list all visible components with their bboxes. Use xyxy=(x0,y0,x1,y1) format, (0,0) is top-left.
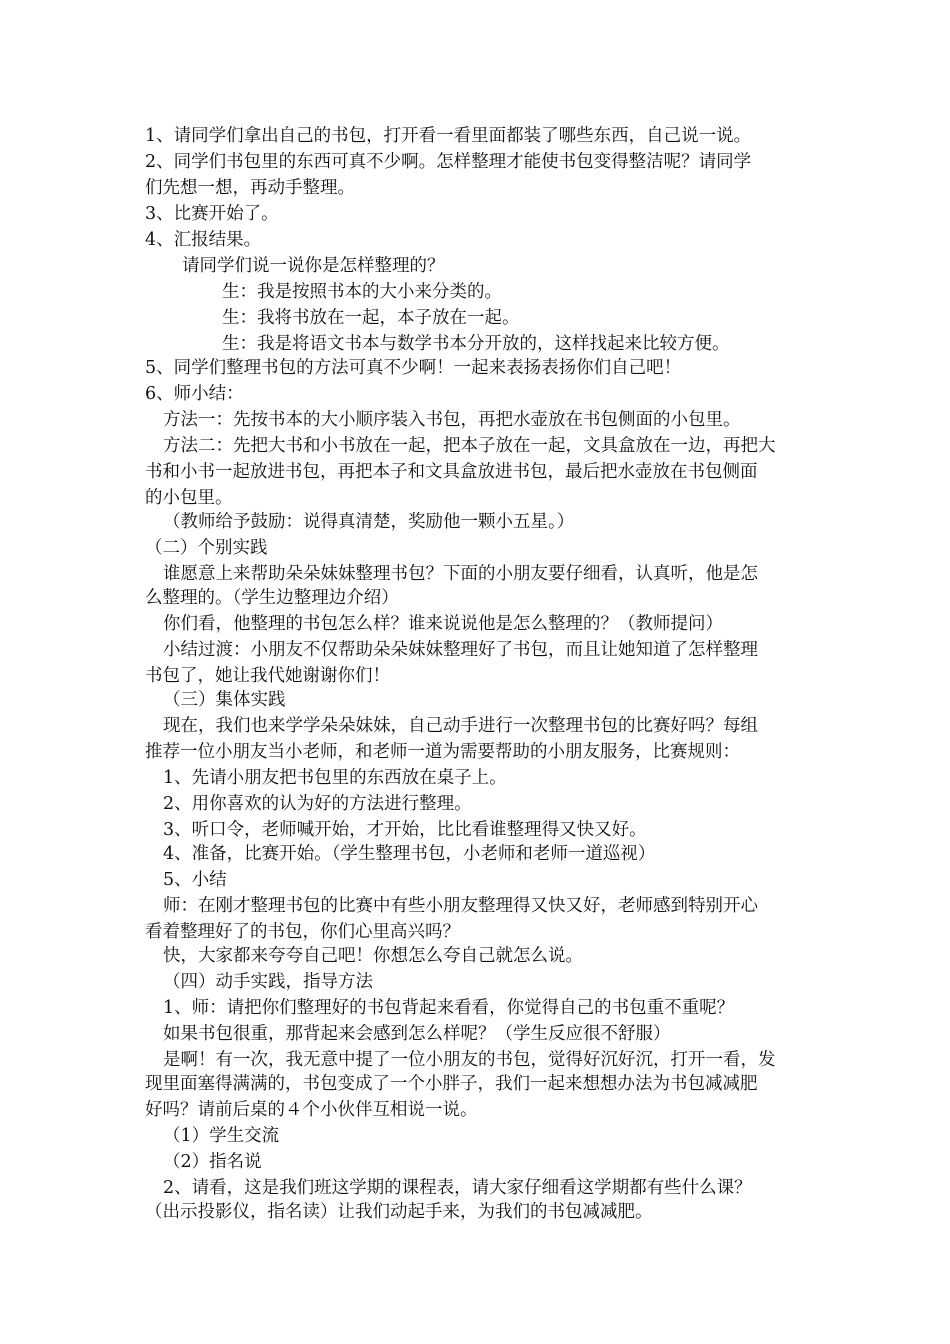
text-line: 好吗？请前后桌的４个小伙伴互相说一说。 xyxy=(145,1100,478,1120)
text-line: 4、准备，比赛开始。（学生整理书包，小老师和老师一道巡视） xyxy=(163,844,656,864)
text-line: （出示投影仪，指名读）让我们动起手来，为我们的书包减减肥。 xyxy=(145,1202,653,1222)
text-line: 么整理的。（学生边整理边介绍） xyxy=(145,588,399,608)
text-line: 6、师小结： xyxy=(145,384,244,404)
text-line: 生：我将书放在一起，本子放在一起。 xyxy=(222,308,520,328)
text-line: 3、比赛开始了。 xyxy=(145,204,279,224)
text-line: 现里面塞得满满的，书包变成了一个小胖子，我们一起来想想办法为书包减减肥 xyxy=(145,1074,758,1094)
text-line: （四）动手实践，指导方法 xyxy=(163,972,373,992)
text-line: 小结过渡：小朋友不仅帮助朵朵妹妹整理好了书包，而且让她知道了怎样整理 xyxy=(163,640,758,660)
text-line: 2、请看，这是我们班这学期的课程表，请大家仔细看这学期都有些什么课？ xyxy=(163,1178,752,1198)
text-line: 推荐一位小朋友当小老师，和老师一道为需要帮助的小朋友服务，比赛规则： xyxy=(145,742,740,762)
text-line: 请同学们说一说你是怎样整理的？ xyxy=(182,256,445,276)
text-line: （三）集体实践 xyxy=(163,690,286,710)
text-line: 5、小结 xyxy=(163,870,227,890)
text-line: 如果书包很重，那背起来会感到怎么样呢？（学生反应很不舒服） xyxy=(163,1024,671,1044)
text-line: 2、同学们书包里的东西可真不少啊。怎样整理才能使书包变得整洁呢？请同学 xyxy=(145,152,752,172)
text-line: 你们看，他整理的书包怎么样？谁来说说他是怎么整理的？（教师提问） xyxy=(163,614,723,634)
text-line: 2、用你喜欢的认为好的方法进行整理。 xyxy=(163,794,472,814)
text-line: 生：我是将语文书本与数学书本分开放的，这样找起来比较方便。 xyxy=(222,334,730,354)
text-line: 看着整理好了的书包，你们心里高兴吗？ xyxy=(145,922,460,942)
text-line: 生：我是按照书本的大小来分类的。 xyxy=(222,282,502,302)
text-line: 们先想一想，再动手整理。 xyxy=(145,178,355,198)
text-line: （2）指名说 xyxy=(163,1152,262,1172)
text-line: 书和小书一起放进书包，再把本子和文具盒放进书包，最后把水壶放在书包侧面 xyxy=(145,462,758,482)
text-line: （教师给予鼓励：说得真清楚，奖励他一颗小五星。） xyxy=(163,512,575,532)
text-line: 3、听口令，老师喊开始，才开始，比比看谁整理得又快又好。 xyxy=(163,820,647,840)
text-line: （1）学生交流 xyxy=(163,1126,280,1146)
text-line: 4、汇报结果。 xyxy=(145,230,262,250)
text-line: 谁愿意上来帮助朵朵妹妹整理书包？下面的小朋友要仔细看，认真听，他是怎 xyxy=(163,564,758,584)
text-line: 是啊！有一次，我无意中提了一位小朋友的书包，觉得好沉好沉，打开一看，发 xyxy=(163,1050,776,1070)
text-line: 方法二：先把大书和小书放在一起，把本子放在一起，文具盒放在一边，再把大 xyxy=(163,436,776,456)
text-line: 1、请同学们拿出自己的书包，打开看一看里面都装了哪些东西，自己说一说。 xyxy=(145,126,752,146)
text-line: 快，大家都来夸夸自己吧！你想怎么夸自己就怎么说。 xyxy=(163,946,583,966)
text-line: 书包了，她让我代她谢谢你们！ xyxy=(145,666,390,686)
text-line: （二）个别实践 xyxy=(145,538,268,558)
text-line: 的小包里。 xyxy=(145,488,233,508)
text-line: 1、先请小朋友把书包里的东西放在桌子上。 xyxy=(163,768,507,788)
text-line: 方法一：先按书本的大小顺序装入书包，再把水壶放在书包侧面的小包里。 xyxy=(163,410,741,430)
text-line: 师：在刚才整理书包的比赛中有些小朋友整理得又快又好，老师感到特别开心 xyxy=(163,896,758,916)
text-line: 现在，我们也来学学朵朵妹妹，自己动手进行一次整理书包的比赛好吗？每组 xyxy=(163,716,758,736)
text-line: 1、师：请把你们整理好的书包背起来看看，你觉得自己的书包重不重呢？ xyxy=(163,998,735,1018)
text-line: 5、同学们整理书包的方法可真不少啊！一起来表扬表扬你们自己吧！ xyxy=(145,358,682,378)
